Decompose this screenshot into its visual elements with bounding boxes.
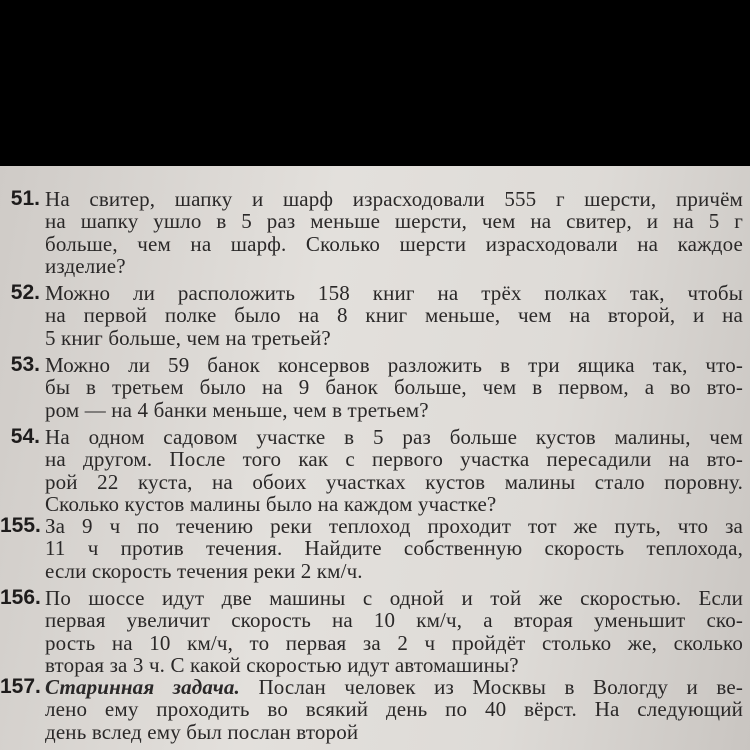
text-line: если скорость течения реки 2 км/ч. — [45, 558, 363, 583]
problem-text — [45, 426, 743, 515]
text-line: По шоссе идут две машины с одной и той же скоростью. Если — [45, 586, 743, 610]
text-line: на другом. После того как с первого участка пересадили на вто- — [45, 447, 743, 472]
problem-number: 54. — [10, 425, 40, 448]
text-fragment: Послан человек из Москвы в Вологду и ве- — [239, 675, 743, 699]
problem-number: 51. — [10, 187, 40, 210]
problem-text — [45, 354, 743, 421]
problem-text — [45, 188, 743, 277]
text-line: изделие? — [45, 253, 126, 278]
text-line: день вслед ему был послан второй — [45, 719, 359, 744]
problem-text — [45, 515, 743, 582]
text-line: больше, чем на шарф. Сколько шерсти израсходовали на каждое — [45, 231, 743, 256]
text-line: на шапку ушло в 5 раз меньше шерсти, чем на свитер, и на 5 г — [45, 209, 743, 234]
text-line: 11 ч против течения. Найдите собственную скорость теплохода, — [45, 536, 743, 561]
text-line: На свитер, шапку и шарф израсходовали 555 г шерсти, причём — [45, 187, 743, 211]
text-line: ром — на 4 банки меньше, чем в третьем? — [45, 397, 429, 422]
text-line: На одном садовом участке в 5 раз больше кустов малины, чем — [45, 425, 743, 449]
text-line: первая увеличит скорость на 10 км/ч, а вторая уменьшит ско- — [45, 608, 743, 633]
text-line: Сколько кустов малины было на каждом участке? — [45, 491, 497, 516]
problem-text — [45, 587, 743, 676]
text-line: Можно ли расположить 158 книг на трёх полках так, чтобы — [45, 281, 743, 305]
problem-number: 156. — [0, 586, 41, 609]
text-line: рость на 10 км/ч, то первая за 2 ч пройдёт столько же, сколько — [45, 630, 743, 655]
text-line: Можно ли 59 банок консервов разложить в три ящика так, что- — [45, 353, 743, 377]
text-line: рой 22 куста, на обоих участках кустов малины стало поровну. — [45, 469, 743, 494]
text-line: вторая за 3 ч. С какой скоростью идут автомашины? — [45, 652, 519, 677]
text-line: на первой полке было на 8 книг меньше, чем на второй, и на — [45, 303, 743, 328]
problem-number: 53. — [10, 353, 40, 376]
problem-number: 52. — [10, 281, 40, 304]
text-line: За 9 ч по течению реки теплоход проходит тот же путь, что за — [45, 514, 743, 538]
textbook-page — [0, 166, 750, 750]
problem-number: 155. — [0, 514, 41, 537]
problem-text — [45, 282, 743, 349]
problem-title: Старинная задача. — [45, 675, 240, 699]
problem-text — [45, 676, 743, 743]
text-line: лено ему проходить во всякий день по 40 вёрст. На следующий — [45, 697, 743, 722]
text-line — [45, 676, 743, 698]
text-line: бы в третьем было на 9 банок больше, чем в первом, а во вто- — [45, 375, 743, 400]
problem-number: 157. — [0, 675, 41, 698]
text-line: 5 книг больше, чем на третьей? — [45, 325, 331, 350]
